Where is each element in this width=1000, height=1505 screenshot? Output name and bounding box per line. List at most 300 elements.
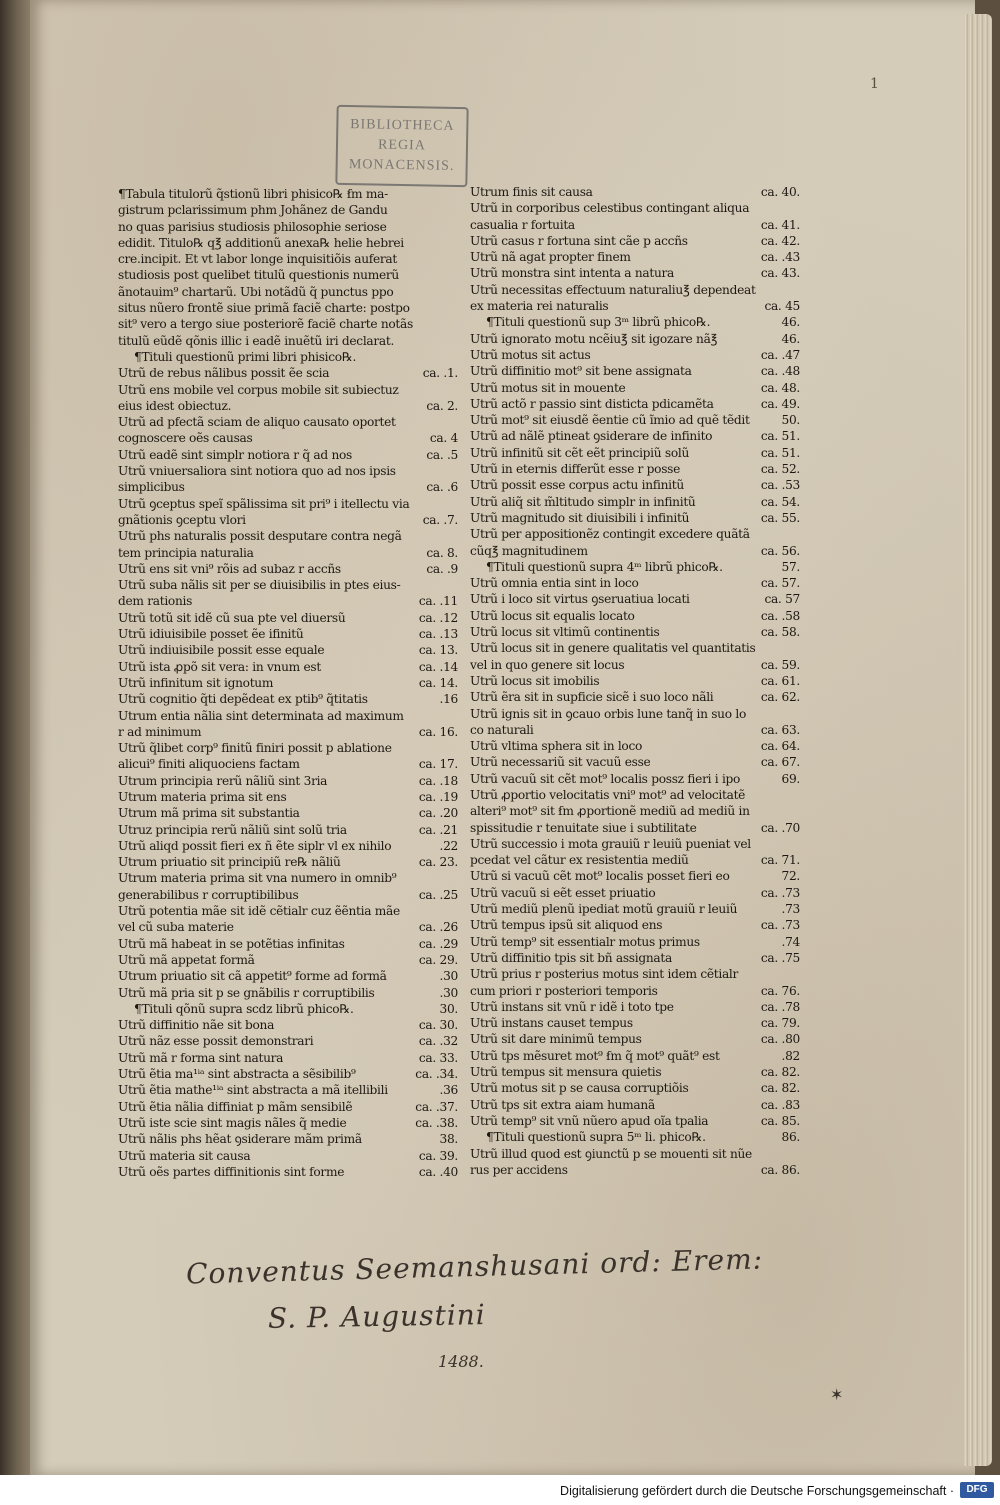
text-line [118, 659, 458, 675]
line-text: alteri⁹ mot⁹ sit ẜm ꝓportionẽ mediũ ad mediũ in [470, 804, 750, 819]
chapter-number: ca. 52. [760, 462, 800, 477]
line-text: Utrũ diffinitio tpis sit bñ assignata [470, 950, 672, 965]
chapter-number: ca. 45 [764, 299, 800, 314]
text-line [470, 689, 800, 705]
chapter-number: ca. 43. [760, 266, 800, 281]
line-text: Utrũ nãz esse possit demonstrari [118, 1034, 314, 1049]
text-line [118, 805, 458, 821]
chapter-number: ca. 39. [418, 1148, 458, 1163]
line-text: sit⁹ vero a tergo siue posteriorẽ faciẽ charte notãs [118, 317, 413, 332]
chapter-number: ca. 51. [760, 445, 800, 460]
line-text: Utrũ motus sit in mouente [470, 380, 626, 395]
line-text: Utrũ necessariũ sit vacuũ esse [470, 755, 651, 770]
line-text: Utrũ ꝯceptus speĩ spãlissima sit pri⁹ i itellectu via [118, 496, 410, 511]
text-line [470, 575, 800, 591]
page-edges [964, 14, 992, 1466]
text-line [118, 968, 458, 984]
line-text: titulũ eũdẽ qõnis illic i eadẽ inuẽtũ iri declarat. [118, 333, 395, 348]
text-line [470, 282, 800, 298]
line-text: studiosis post quelibet titulũ questionis numerũ [118, 268, 399, 283]
text-line [118, 365, 458, 381]
chapter-number: ca. .78 [760, 999, 800, 1014]
dfg-logo: DFG [960, 1482, 994, 1498]
line-text: Utrũ potentia mãe sit idẽ cẽtialr cuz ẽẽntia mãe [118, 904, 400, 919]
text-line [118, 251, 458, 267]
text-line [470, 983, 800, 999]
line-text: Utrũ ista ꝓpõ sit vera: in vnum est [118, 659, 321, 674]
line-text: Utrũ possit esse corpus actu infinitũ [470, 478, 684, 493]
text-line [118, 838, 458, 854]
line-text: ¶Tituli questionũ primi libri phisico℞. [134, 349, 357, 364]
line-text: Utrũ vacuũ si eẽt esset priuatio [470, 885, 656, 900]
chapter-number: ca. .20 [418, 806, 458, 821]
line-text: Utrũ iste scie sint magis nãles q̃ medie [118, 1115, 347, 1130]
chapter-number: ca. .48 [760, 364, 800, 379]
text-line [470, 1064, 800, 1080]
line-text: Utrũ q̃libet corp⁹ finitũ finiri possit p ablatione [118, 741, 392, 756]
line-text: Utrũ in corporibus celestibus contingant aliqua [470, 201, 750, 216]
chapter-number: ca. 17. [418, 757, 458, 772]
chapter-number: ca. .11 [418, 594, 458, 609]
line-text: ¶Tabula titulorũ q̃stionũ libri phisico℞ ẜm ma- [118, 187, 388, 201]
chapter-number: ca. .58 [760, 608, 800, 623]
chapter-number: ca. 29. [418, 952, 458, 967]
line-text: Utrũ infinitum sit ignotum [118, 675, 274, 690]
text-line [118, 577, 458, 593]
line-text: Utrũ ẽra sit in supficie sicẽ i suo loco nãli [470, 690, 714, 705]
line-text: Utrũ diffinitio nãe sit bona [118, 1018, 275, 1033]
asterisk-mark: ✶ [830, 1385, 844, 1404]
text-line [118, 561, 458, 577]
chapter-number: ca. 42. [760, 233, 800, 248]
text-line [470, 754, 800, 770]
line-text: Utrũ in eternis differũt esse r posse [470, 462, 681, 477]
line-text: Utrũ ens mobile vel corpus mobile sit subiectuz [118, 382, 399, 397]
line-text: Utrũ i loco sit virtus ꝯseruatiua locati [470, 592, 690, 607]
text-line [118, 284, 458, 300]
chapter-number: ca. .21 [418, 822, 458, 837]
line-text: eius idest obiectuz. [118, 398, 232, 413]
line-text: Utrũ nã agat propter finem [470, 250, 631, 265]
text-line [470, 233, 800, 249]
line-text: Utrũ mediũ plenũ ipediat motũ grauiũ r leuiũ [470, 902, 738, 917]
chapter-number: ca. 33. [418, 1050, 458, 1065]
line-text: generabilibus r corruptibilibus [118, 887, 299, 902]
line-text: dem rationis [118, 594, 193, 609]
text-line [118, 1131, 458, 1147]
text-line [118, 593, 458, 609]
text-line [470, 787, 800, 803]
chapter-number: ca. .18 [418, 773, 458, 788]
text-line [470, 543, 800, 559]
chapter-number: 86. [781, 1130, 800, 1145]
text-line [470, 722, 800, 738]
line-text: Utrũ ignis sit in ꝯcauo orbis lune tanq̃ in suo lo [470, 706, 746, 721]
line-text: Utrũ locus sit vltimũ continentis [470, 625, 660, 640]
left-text-column [118, 186, 458, 1180]
chapter-number: ca. .12 [418, 610, 458, 625]
text-line [470, 200, 800, 216]
chapter-number: ca. 48. [760, 380, 800, 395]
folio-mark: 1 [870, 76, 879, 92]
line-text: cre.incipit. Et vt labor longe inquisitiõis auferat [118, 252, 397, 267]
line-text: Utrũ tempus ipsũ sit aliquod ens [470, 918, 663, 933]
chapter-number: ca. 82. [760, 1065, 800, 1080]
chapter-number: ca. .1. [422, 366, 458, 381]
chapter-number: ca. .7. [422, 512, 458, 527]
text-line [470, 657, 800, 673]
line-text: Utrũ ens sit vni⁹ rõis ad subaz r accñs [118, 561, 341, 576]
chapter-number: ca. .32 [418, 1034, 458, 1049]
line-text: Utrũ ẽtia mathe¹ⁱᵃ sint abstracta a mã itellibili [118, 1083, 388, 1098]
line-text: Utrũ indiuisibile possit esse equale [118, 643, 325, 658]
line-text: Utrum mã prima sit substantia [118, 806, 300, 821]
line-text: Utrũ monstra sint intenta a natura [470, 266, 674, 281]
text-line [470, 771, 800, 787]
chapter-number: ca. 76. [760, 983, 800, 998]
text-line [118, 952, 458, 968]
section-heading [470, 314, 800, 330]
handwritten-ownership-line: Conventus Seemanshusani ord: Erem: [185, 1242, 764, 1291]
line-text: Utrum finis sit causa [470, 185, 593, 199]
text-line [118, 870, 458, 886]
chapter-number: ca. 8. [426, 545, 458, 560]
text-line [470, 673, 800, 689]
text-line [470, 803, 800, 819]
text-line [118, 691, 458, 707]
line-text: Utrũ illud quod est ꝯiunctũ p se mouenti sit nũe [470, 1146, 752, 1161]
chapter-number: ca. .47 [760, 347, 800, 362]
chapter-number: ca. 64. [760, 739, 800, 754]
line-text: Utrũ actõ r passio sint disticta pdicamẽta [470, 396, 714, 411]
line-text: Utrũ mã habeat in se potẽtias infinitas [118, 936, 345, 951]
line-text: Utrũ ẽtia nãlia diffiniat p mãm sensibilẽ [118, 1099, 353, 1114]
text-line [118, 756, 458, 772]
line-text: Utrũ ad pfectã sciam de aliquo causato oportet [118, 415, 396, 430]
line-text: Utrũ mã appetat formã [118, 952, 255, 967]
text-line [118, 740, 458, 756]
chapter-number: ca. .53 [760, 478, 800, 493]
line-text: situs nũero frontẽ siue primã faciẽ charte: postpo [118, 301, 410, 316]
footer-credit: Digitalisierung gefördert durch die Deutsche Forschungsgemeinschaft · [560, 1484, 954, 1498]
text-line [118, 219, 458, 235]
chapter-number: ca. 51. [760, 429, 800, 444]
line-text: no quas parisius studiosis philosophie seriose [118, 219, 387, 234]
text-line [470, 265, 800, 281]
chapter-number: 72. [781, 869, 800, 884]
text-line [118, 773, 458, 789]
text-line [118, 822, 458, 838]
text-line [118, 1115, 458, 1131]
text-line [118, 300, 458, 316]
text-line [118, 545, 458, 561]
line-text: ¶Tituli qõnũ supra scdz librũ phico℞. [134, 1001, 354, 1016]
line-text: Utrũ temp⁹ sit vnũ nũero apud oĩa tpalia [470, 1113, 709, 1128]
text-line [118, 789, 458, 805]
chapter-number: .82 [781, 1048, 800, 1063]
line-text: Utrũ tempus sit mensura quietis [470, 1065, 662, 1080]
line-text: Utruz principia rerũ nãliũ sint solũ tria [118, 822, 347, 837]
chapter-number: ca. 55. [760, 510, 800, 525]
line-text: Utrũ motus sit p se causa corruptiõis [470, 1081, 689, 1096]
text-line [470, 428, 800, 444]
text-line [118, 985, 458, 1001]
chapter-number: 46. [781, 315, 800, 330]
line-text: ¶Tituli questionũ sup 3ᵐ librũ phico℞. [486, 315, 711, 330]
chapter-number: ca. .73 [760, 918, 800, 933]
text-line [470, 347, 800, 363]
line-text: Utrũ ẽtia ma¹ⁱᵃ sint abstracta a sẽsibilib⁹ [118, 1067, 356, 1082]
text-line [118, 724, 458, 740]
text-line [118, 919, 458, 935]
chapter-number: ca. 4 [429, 431, 458, 446]
text-line [118, 463, 458, 479]
text-line [118, 1050, 458, 1066]
text-line [118, 1082, 458, 1098]
stamp-line: BIBLIOTHECA [350, 117, 455, 134]
chapter-number: ca. 56. [760, 543, 800, 558]
line-text: tem principia naturalia [118, 545, 254, 560]
text-line [118, 398, 458, 414]
line-text: Utrũ omnia entia sint in loco [470, 576, 639, 591]
chapter-number: ca. 30. [418, 1018, 458, 1033]
text-line [118, 1099, 458, 1115]
text-line [470, 1097, 800, 1113]
section-heading [118, 349, 458, 365]
text-line [470, 412, 800, 428]
text-line [118, 267, 458, 283]
text-line [470, 934, 800, 950]
text-line [118, 708, 458, 724]
text-line [470, 852, 800, 868]
line-text: Utrũ prius r posterius motus sint idem cẽtialr [470, 967, 739, 982]
text-line [470, 217, 800, 233]
right-text-column [470, 184, 800, 1178]
line-text: cũq℥ magnitudinem [470, 543, 588, 558]
chapter-number: ca. 40. [760, 185, 800, 199]
text-line [470, 445, 800, 461]
chapter-number: ca. .26 [418, 920, 458, 935]
text-line [470, 820, 800, 836]
line-text: Utrũ sit dare minimũ tempus [470, 1032, 642, 1047]
chapter-number: ca. 67. [760, 755, 800, 770]
chapter-number: ca. 85. [760, 1113, 800, 1128]
chapter-number: 57. [781, 559, 800, 574]
text-line [118, 479, 458, 495]
line-text: spissitudie r tenuitate siue i subtilitate [470, 820, 697, 835]
line-text: Utrũ totũ sit idẽ cũ sua pte vel diuersũ [118, 610, 346, 625]
line-text: Utrũ temp⁹ sit essentialr motus primus [470, 934, 700, 949]
chapter-number: ca. 82. [760, 1081, 800, 1096]
text-line [470, 1162, 800, 1178]
line-text: vel in quo genere sit locus [470, 657, 625, 672]
line-text: Utrũ ꝓportio velocitatis vni⁹ mot⁹ ad velocitatẽ [470, 787, 746, 802]
line-text: pcedat vel cãtur ex resistentia mediũ [470, 853, 689, 868]
line-text: Utrum materia prima sit vna numero in omnib⁹ [118, 871, 397, 886]
line-text: Utrum priuatio sit principiũ re℞ nãliũ [118, 855, 341, 870]
text-line [118, 626, 458, 642]
text-line [118, 642, 458, 658]
text-line [470, 363, 800, 379]
line-text: Utrũ oẽs partes diffinitionis sint forme [118, 1164, 345, 1179]
chapter-number: ca. 2. [426, 398, 458, 413]
text-line [118, 854, 458, 870]
line-text: Utrũ vacuũ sit cẽt mot⁹ localis possz fieri i ipo [470, 771, 741, 786]
text-line [470, 249, 800, 265]
chapter-number: ca. 57 [764, 592, 800, 607]
line-text: casualia r fortuita [470, 217, 575, 232]
chapter-number: 69. [781, 771, 800, 786]
text-line [118, 235, 458, 251]
line-text: alicui⁹ finiti aliquociens factam [118, 757, 300, 772]
chapter-number: 50. [781, 413, 800, 428]
text-line [118, 447, 458, 463]
text-line [470, 917, 800, 933]
text-line [118, 887, 458, 903]
text-line [470, 494, 800, 510]
line-text: r ad minimum [118, 724, 202, 739]
chapter-number: 38. [439, 1132, 458, 1147]
chapter-number: ca. 13. [418, 643, 458, 658]
chapter-number: .22 [439, 838, 458, 853]
text-line [470, 966, 800, 982]
text-line [470, 836, 800, 852]
line-text: edidit. Titulo℞ q℥ additionũ anexa℞ helie hebrei [118, 235, 404, 250]
line-text: Utrũ eadẽ sint simplr notiora r q̃ ad nos [118, 447, 353, 462]
line-text: Utrũ casus r fortuna sint cãe p accñs [470, 233, 688, 248]
text-line [470, 999, 800, 1015]
chapter-number: ca. .5 [426, 447, 458, 462]
chapter-number: ca. .80 [760, 1032, 800, 1047]
line-text: Utrum priuatio sit cã appetit⁹ forme ad formã [118, 969, 387, 984]
handwritten-ownership-line: S. P. Augustini [267, 1298, 487, 1335]
chapter-number: ca. .83 [760, 1097, 800, 1112]
text-line [470, 901, 800, 917]
line-text: Utrum principia rerũ nãliũ sint 3ria [118, 773, 328, 788]
chapter-number: ca. 57. [760, 576, 800, 591]
chapter-number: ca. 63. [760, 722, 800, 737]
chapter-number: ca. 54. [760, 494, 800, 509]
chapter-number: ca. .43 [760, 250, 800, 265]
chapter-number: ca. .9 [426, 561, 458, 576]
line-text: Utrũ ad nãlẽ ptineat ꝯsiderare de infinito [470, 429, 713, 444]
line-text: Utrũ cognitio q̃ti depẽdeat ex ptib⁹ q̃titatis [118, 692, 368, 707]
line-text: Utrũ infinitũ sit cẽt eẽt principiũ solũ [470, 445, 690, 460]
text-line [470, 331, 800, 347]
text-line [118, 936, 458, 952]
text-line [118, 1066, 458, 1082]
line-text: gnãtionis ꝯceptu vlori [118, 512, 246, 527]
chapter-number: ca. 62. [760, 690, 800, 705]
chapter-number: .16 [439, 692, 458, 707]
line-text: vel cũ suba materie [118, 920, 234, 935]
text-line [118, 528, 458, 544]
text-line [470, 477, 800, 493]
text-line [470, 526, 800, 542]
text-line [470, 640, 800, 656]
text-line [470, 461, 800, 477]
text-line [470, 738, 800, 754]
line-text: cum priori r posteriori temporis [470, 983, 658, 998]
chapter-number: .36 [439, 1083, 458, 1098]
line-text: Utrũ aliqd possit fieri ex ñ ẽte siplr vl ex nihilo [118, 838, 392, 853]
text-line [118, 382, 458, 398]
line-text: Utrũ mot⁹ sit eiusdẽ ẽentie cũ ĩmio ad quẽ tẽdit [470, 413, 750, 428]
line-text: Utrũ locus sit in genere qualitatis vel quantitatis [470, 641, 756, 656]
line-text: Utrũ aliq̃ sit m̃ltitudo simplr in infinitũ [470, 494, 696, 509]
chapter-number: ca. .19 [418, 789, 458, 804]
text-line [118, 1164, 458, 1180]
text-line [470, 885, 800, 901]
chapter-number: .73 [781, 902, 800, 917]
line-text: cognoscere oẽs causas [118, 431, 253, 446]
text-line [470, 1048, 800, 1064]
chapter-number: ca. 86. [760, 1162, 800, 1177]
text-line [470, 1113, 800, 1129]
text-line [470, 1031, 800, 1047]
chapter-number: ca. .37. [415, 1099, 458, 1114]
line-text: Utrũ nãlis phs hẽat ꝯsiderare mãm primã [118, 1132, 362, 1147]
line-text: Utrũ mã pria sit p se gnãbilis r corruptibilis [118, 985, 375, 1000]
line-text: rus per accidens [470, 1162, 568, 1177]
line-text: Utrũ motus sit actus [470, 347, 591, 362]
text-line [118, 1017, 458, 1033]
chapter-number: .74 [781, 934, 800, 949]
line-text: ex materia rei naturalis [470, 299, 609, 314]
text-line [118, 186, 458, 202]
line-text: Utrum materia prima sit ens [118, 789, 287, 804]
line-text: Utrũ locus sit imobilis [470, 673, 600, 688]
library-stamp [335, 105, 468, 187]
line-text: Utrũ tps sit extra aiam humanã [470, 1097, 655, 1112]
chapter-number: 46. [781, 331, 800, 346]
section-heading [470, 1129, 800, 1145]
text-line [118, 903, 458, 919]
line-text: Utrũ successio i mota grauiũ r leuiũ pueniat vel [470, 836, 751, 851]
text-line [470, 591, 800, 607]
line-text: Utrũ necessitas effectuum naturaliu℥ dependeat [470, 282, 756, 297]
chapter-number: ca. .14 [418, 659, 458, 674]
handwritten-date: 1488. [438, 1352, 484, 1371]
line-text: Utrũ instans causet tempus [470, 1016, 633, 1031]
text-line [118, 316, 458, 332]
text-line [470, 396, 800, 412]
line-text: co naturali [470, 722, 534, 737]
stamp-line: REGIA [377, 137, 427, 154]
text-line [118, 1033, 458, 1049]
chapter-number: ca. .13 [418, 627, 458, 642]
text-line [470, 706, 800, 722]
line-text: Utrũ vniuersaliora sint notiora quo ad nos ipsis [118, 464, 396, 479]
chapter-number: ca. .29 [418, 936, 458, 951]
line-text: gistrum pclarissimum phm Johãnez de Gandu [118, 203, 388, 218]
chapter-number: .30 [439, 969, 458, 984]
text-line [470, 1146, 800, 1162]
stamp-line: MONACENSIS. [348, 157, 455, 174]
line-text: Utrũ locus sit equalis locato [470, 608, 635, 623]
line-text: Utrũ de rebus nãlibus possit ẽe scia [118, 366, 330, 381]
footer-bar [0, 1475, 1000, 1505]
line-text: Utrũ vltima sphera sit in loco [470, 739, 643, 754]
line-text: ¶Tituli questionũ supra 4ᵐ librũ phico℞. [486, 559, 723, 574]
chapter-number: ca. 14. [418, 675, 458, 690]
chapter-number: ca. .34. [415, 1067, 458, 1082]
chapter-number: ca. 58. [760, 625, 800, 640]
chapter-number: ca. 41. [760, 217, 800, 232]
line-text: Utrũ ignorato motu ncẽiu℥ sit igozare nã℥ [470, 331, 718, 346]
line-text: simplicibus [118, 480, 185, 495]
text-line [118, 414, 458, 430]
